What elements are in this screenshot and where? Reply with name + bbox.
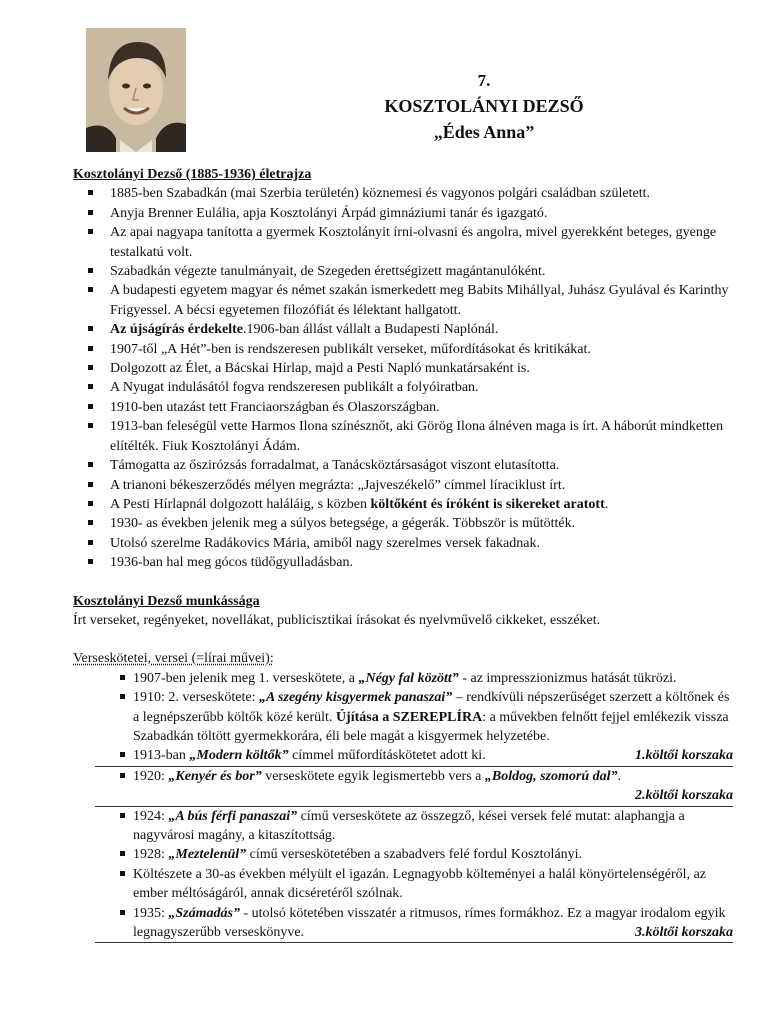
list-item: 1910-ben utazást tett Franciaországban és Olaszországban. <box>73 398 733 417</box>
poems-label: Verseskötetei, versei (=lírai művei): <box>73 651 274 667</box>
list-item: 1924: „A bús férfi panaszai” című verseskötete az összegző, kései versek felé mutat: alaphangja a nagyvárosi magány, a kitaszítottság. <box>95 807 733 846</box>
list-item: 1930- as években jelenik meg a súlyos betegsége, a gégerák. Többször is műtötték. <box>73 514 733 533</box>
list-item: 1913-ban „Modern költők” címmel műfordításkötetet adott ki. 1.költői korszaka <box>95 746 733 766</box>
era-1-group <box>95 669 733 767</box>
list-item: 1910: 2. verseskötete: „A szegény kisgyermek panaszai” – rendkívüli népszerűséget szerzett a költőnek és a legnépszerűbb költők közé került. Újítása a SZEREPLÍRA: a művekben felnőtt fejjel emlékezik vissza Szabadkán töltött gyermekkorára, éli bele magát a kisgyermek helyzetébe. <box>95 688 733 746</box>
list-item: Költészete a 30-as években mélyült el igazán. Legnagyobb költeményei a halál könyörtelenségéről, az ember méltóságáról, annak dicséretéről szólnak. <box>95 865 733 904</box>
era-2-label: 2.költői korszaka <box>634 788 733 804</box>
list-item: 1907-ben jelenik meg 1. verseskötete, a „Négy fal között” - az impresszionizmus hatását tükrözi. <box>95 669 733 688</box>
era-2-group <box>95 767 733 807</box>
author-portrait <box>86 28 186 152</box>
document-body <box>73 165 733 943</box>
list-item: A trianoni békeszerződés mélyen megrázta: „Jajveszékelő” címmel líraciklust írt. <box>73 476 733 495</box>
list-item: 1935: „Számadás” - utolsó kötetében visszatér a ritmusos, rímes formákhoz. Ez a magyar irodalom egyik legnagyszerűbb verseskönyve. 3.költői korszaka <box>95 904 733 944</box>
list-item: Támogatta az őszirózsás forradalmat, a Tanácsköztársaságot viszont elutasította. <box>73 456 733 475</box>
list-item: 1907-től „A Hét”-ben is rendszeresen publikált verseket, műfordításokat és kritikákat. <box>73 340 733 359</box>
bold-text: költőként és íróként is sikereket aratott <box>370 496 605 512</box>
list-item: A Pesti Hírlapnál dolgozott haláláig, s közben költőként és íróként is sikereket aratott. <box>73 495 733 514</box>
author-name: KOSZTOLÁNYI DEZSŐ <box>384 96 584 116</box>
list-item: Az újságírás érdekelte.1906-ban állást vállalt a Budapesti Naplónál. <box>73 320 733 339</box>
list-item: 1928: „Meztelenül” című verseskötetében a szabadvers felé fordul Kosztolányi. <box>95 845 733 864</box>
list-item: Utolsó szerelme Radákovics Mária, amiből nagy szerelmes versek fakadnak. <box>73 534 733 553</box>
list-item: Az apai nagyapa tanította a gyermek Kosztolányit írni-olvasni és angolra, mivel gyerekként beteges, gyenge testalkatú volt. <box>73 223 733 262</box>
list-item: Anyja Brenner Eulália, apja Kosztolányi Árpád gimnáziumi tanár és igazgató. <box>73 204 733 223</box>
list-item: Szabadkán végezte tanulmányait, de Szegeden érettségizett magántanulóként. <box>73 262 733 281</box>
era-3-group <box>95 807 733 944</box>
bold-text: Az újságírás érdekelte <box>110 322 243 338</box>
bio-heading: Kosztolányi Dezső (1885-1936) életrajza <box>73 167 312 182</box>
list-item: A budapesti egyetem magyar és német szakán ismerkedett meg Babits Mihállyal, Juhász Gyulával és Karinthy Frigyessel. A bécsi egyetemen filozófiát és lélektant hallgatott. <box>73 281 733 320</box>
era-1-label: 1.költői korszaka <box>634 748 733 764</box>
list-item: A Nyugat indulásától fogva rendszeresen publikált a folyóiratban. <box>73 378 733 397</box>
document-header <box>200 70 768 144</box>
work-title: „Édes Anna” <box>433 122 535 142</box>
list-item: 1913-ban feleségül vette Harmos Ilona színésznőt, aki Görög Ilona álnéven maga is írt. A háborút mindketten elítélték. Fiuk Kosztolányi Ádám. <box>73 417 733 456</box>
list-item: 1885-ben Szabadkán (mai Szerbia területén) köznemesi és vagyonos polgári családban született. <box>73 184 733 203</box>
era-3-label: 3.költői korszaka <box>634 925 733 941</box>
works-heading: Kosztolányi Dezső munkássága <box>73 593 260 609</box>
topic-number: 7. <box>477 71 491 90</box>
list-item: 1920: „Kenyér és bor” verseskötete egyik legismertebb vers a „Boldog, szomorú dal”. <box>95 767 733 786</box>
bio-list <box>73 184 733 572</box>
works-intro: Írt verseket, regényeket, novellákat, publicisztikai írásokat és nyelvművelő cikkeket, esszéket. <box>73 612 601 628</box>
list-item: 1936-ban hal meg gócos tüdőgyulladásban. <box>73 553 733 572</box>
list-item: Dolgozott az Élet, a Bácskai Hírlap, majd a Pesti Napló munkatársaként is. <box>73 359 733 378</box>
